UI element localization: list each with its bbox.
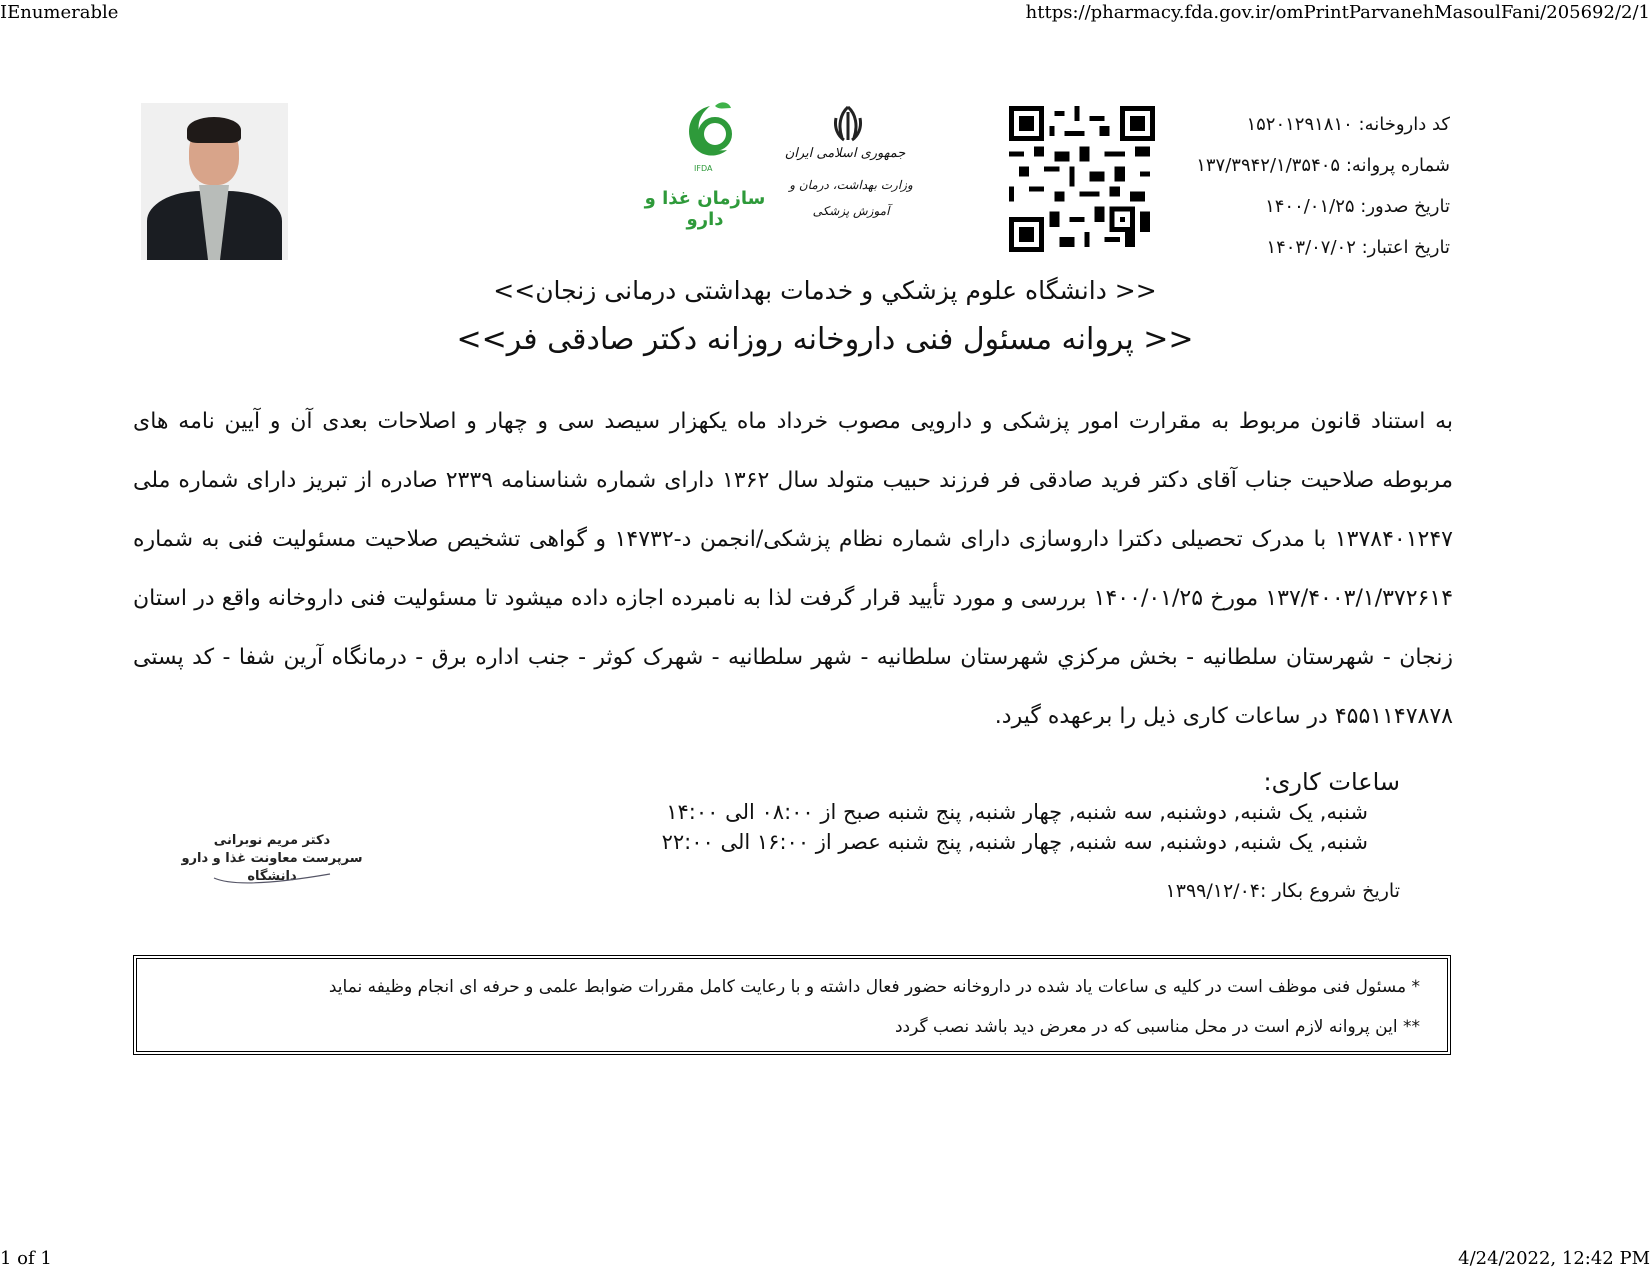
issue-date: تاریخ صدور: ۱۴۰۰/۰۱/۲۵ (1265, 196, 1450, 217)
browser-header-url: https://pharmacy.fda.gov.ir/omPrintParvanehMasoulFani/205692/2/1 (1025, 2, 1650, 23)
ministry-line-1: جمهوری اسلامی ایران (784, 146, 906, 161)
university-name: << دانشگاه علوم پزشكي و خدمات بهداشتی درمانی زنجان>> (493, 276, 1157, 305)
signer-role: سرپرست معاونت غذا و دارو دانشگاه (181, 851, 363, 884)
working-hours-label: ساعات کاری: (1263, 768, 1400, 796)
working-hours-evening: شنبه, یک شنبه, دوشنبه, سه شنبه, چهار شنبه, پنج شنبه عصر از ۱۶:۰۰ الی ۲۲:۰۰ (661, 830, 1368, 854)
license-body-text: به استناد قانون مربوط به مقرارت امور پزشکی و دارویی مصوب خرداد ماه یکهزار سیصد سی و چهار و اصلاحات بعدی آن و آیین نامه های مربوطه صلاحیت جناب آقای دکتر فرید صادقی فر فرزند حبیب متولد سال ۱۳۶۲ دارای شماره شناسنامه ۲۳۳۹ صادره از تبریز دارای شماره ملی ۱۳۷۸۴۰۱۲۴۷ با مدرک تحصیلی دکترا داروسازی دارای شماره نظام پزشکی/انجمن د-۱۴۷۳۲ و گواهی تشخیص صلاحیت مسئولیت فنی به شماره ۱۳۷/۴۰۰۳/۱/۳۷۲۶۱۴ مورخ ۱۴۰۰/۰۱/۲۵ بررسی و مورد تأیید قرار گرفت لذا به نامبرده اجازه داده میشود تا مسئولیت فنی داروخانه واقع در استان زنجان - شهرستان سلطانیه - بخش مرکزي شهرستان سلطانیه - شهر سلطانیه - شهرک کوثر - جنب اداره برق - درمانگاه آرین شفا - کد پستی ۴۵۵۱۱۴۷۸۷۸ در ساعات کاری ذیل را برعهده گیرد. (133, 409, 1454, 729)
qr-code (1003, 106, 1161, 252)
ministry-line-2: وزارت بهداشت، درمان و آموزش پزشکی (789, 178, 913, 218)
logos (640, 100, 930, 230)
holder-photo (141, 103, 288, 260)
working-hours-morning: شنبه, یک شنبه, دوشنبه, سه شنبه, چهار شنبه, پنج شنبه صبح از ۰۸:۰۰ الی ۱۴:۰۰ (666, 800, 1368, 824)
pharmacy-code: کد داروخانه: ۱۵۲۰۱۲۹۱۸۱۰ (1246, 114, 1450, 135)
browser-header-title: IEnumerable (0, 2, 119, 23)
license-number: شماره پروانه: ۱۳۷/۳۹۴۲/۱/۳۵۴۰۵ (1196, 155, 1450, 176)
ifda-logo-icon (675, 100, 745, 172)
notice-line-1: * مسئول فنی موظف است در کلیه ی ساعات یاد شده در داروخانه حضور فعال داشته و با رعایت کامل مقررات ضوابط علمی و حرفه ای انجام وظیفه نماید (328, 977, 1420, 997)
fda-name: سازمان غذا و دارو (644, 188, 766, 230)
signature-block (172, 832, 372, 892)
start-date: تاریخ شروع بکار :۱۳۹۹/۱۲/۰۴ (1165, 880, 1400, 902)
notice-line-2: ** این پروانه لازم است در محل مناسبی که در معرض دید باشد نصب گردد (894, 1017, 1420, 1037)
expiry-date: تاریخ اعتبار: ۱۴۰۳/۰۷/۰۲ (1266, 237, 1450, 258)
iran-emblem-icon (828, 104, 868, 144)
ifda-abbr: IFDA (694, 164, 713, 173)
notice-box (133, 955, 1451, 1055)
signature-stroke-icon (212, 872, 332, 886)
license-title: << پروانه مسئول فنی داروخانه روزانه دکتر صادقی فر>> (456, 322, 1194, 357)
print-timestamp: 4/24/2022, 12:42 PM (1458, 1248, 1650, 1269)
page-count: 1 of 1 (0, 1248, 52, 1269)
license-meta (1180, 104, 1450, 268)
signer-name: دکتر مریم نوبرانی (213, 833, 331, 848)
